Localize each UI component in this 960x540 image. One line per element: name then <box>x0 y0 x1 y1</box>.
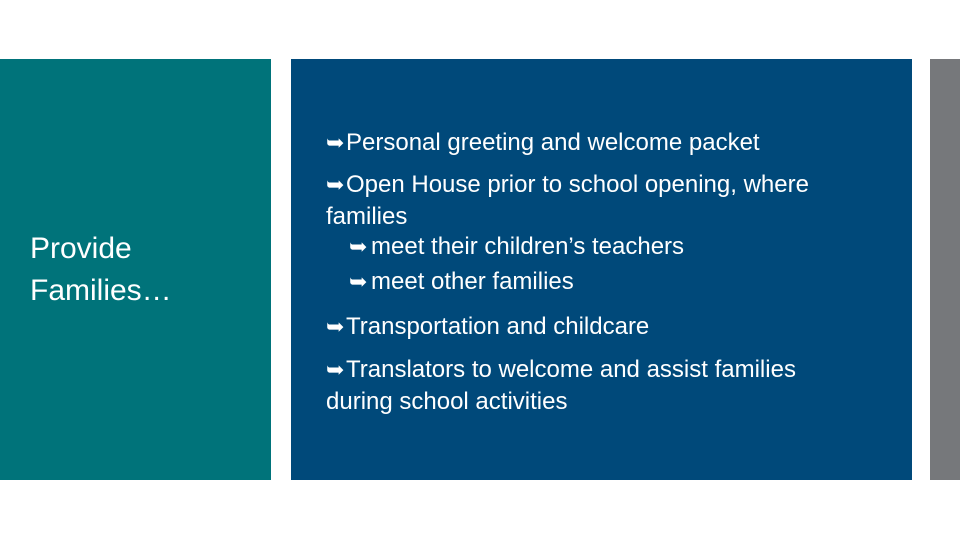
sub-bullet-text: meet their children’s teachers <box>371 233 685 260</box>
content-panel <box>291 59 912 480</box>
curved-arrow-icon: ➥ <box>349 234 368 259</box>
bullet-text: Personal greeting and welcome packet <box>346 129 760 156</box>
curved-arrow-icon: ➥ <box>349 269 368 294</box>
accent-bar <box>930 59 960 480</box>
sub-bullet-item <box>349 266 889 298</box>
slide-title-line-1: Provide <box>30 232 132 265</box>
bullet-text-continuation: families <box>326 203 408 230</box>
bullet-item <box>326 311 901 343</box>
bullet-list <box>291 59 912 480</box>
bullet-text: Transportation and childcare <box>346 313 650 340</box>
slide-title-line-2: Families… <box>30 274 172 307</box>
slide-title <box>30 228 260 312</box>
bullet-item <box>326 127 901 159</box>
bullet-text: Open House prior to school opening, where <box>346 171 809 198</box>
curved-arrow-icon: ➥ <box>326 357 345 382</box>
bullet-item <box>326 169 901 233</box>
curved-arrow-icon: ➥ <box>326 130 345 155</box>
bullet-text: Translators to welcome and assist families <box>346 356 796 383</box>
sub-bullet-text: meet other families <box>371 268 574 295</box>
curved-arrow-icon: ➥ <box>326 314 345 339</box>
sub-bullet-item <box>349 231 889 263</box>
bullet-item <box>326 354 901 418</box>
bullet-text-continuation: during school activities <box>326 388 568 415</box>
curved-arrow-icon: ➥ <box>326 172 345 197</box>
